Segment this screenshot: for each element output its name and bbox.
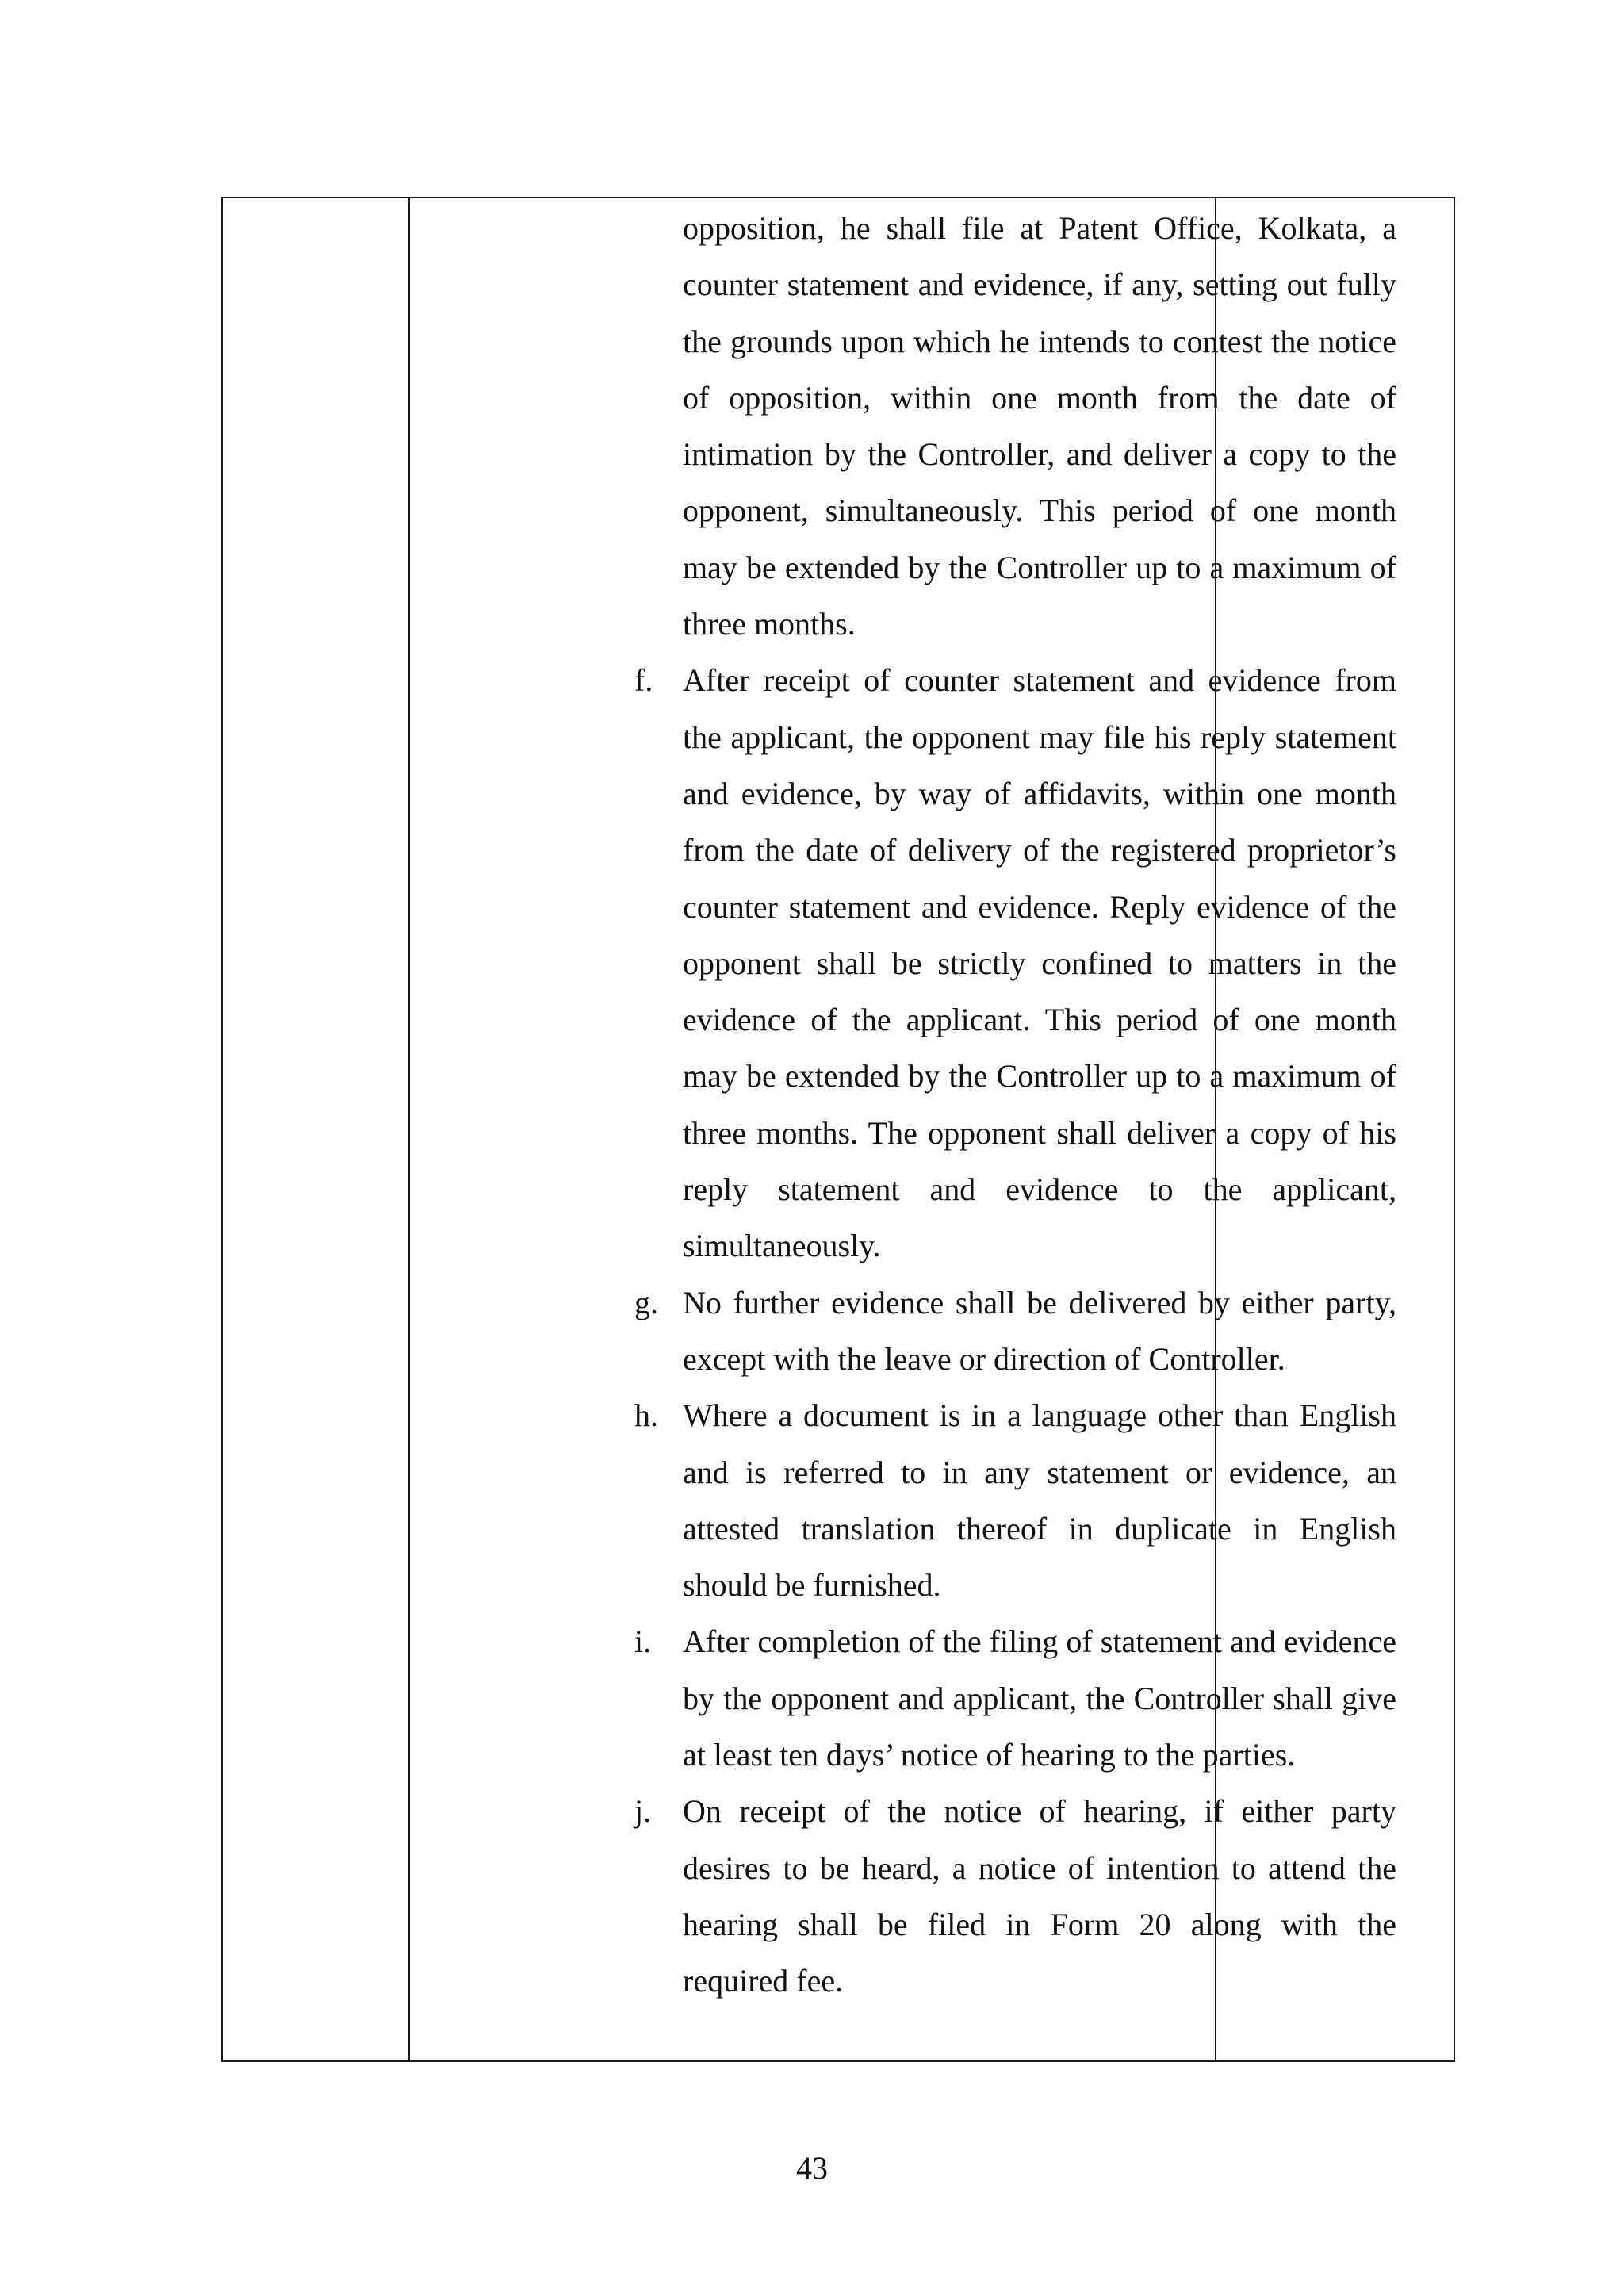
list-item-i (634, 1613, 1396, 1783)
list-marker: f. (634, 662, 653, 699)
page-number: 43 (796, 2150, 828, 2186)
list-item-text: After completion of the filing of statement and evidence by the opponent and applicant, the Controller shall give at least ten days’ notice of hearing to the parties. (683, 1623, 1396, 1773)
procedure-table (221, 197, 1455, 2062)
continuation-paragraph (683, 200, 1396, 652)
list-item-g (634, 1274, 1396, 1388)
list-item-f (634, 652, 1396, 1274)
continuation-text: opposition, he shall file at Patent Office, Kolkata, a counter statement and evidence, if any, setting out fully the grounds upon which he intends to contest the notice of opposition, within one month from the date of intimation by the Controller, and deliver a copy to the opponent, simultaneously. This period of one month may be extended by the Controller up to a maximum of three months. (683, 210, 1396, 642)
list-item-h (634, 1387, 1396, 1613)
list-item-text: Where a document is in a language other than English and is referred to in any statement or evidence, an attested translation thereof in duplicate in English should be furnished. (683, 1397, 1396, 1604)
table-middle-cell (421, 200, 1396, 2010)
list-marker: i. (634, 1623, 652, 1660)
list-item-text: No further evidence shall be delivered by either party, except with the leave or direction of Controller. (683, 1284, 1396, 1377)
list-item-text: After receipt of counter statement and evidence from the applicant, the opponent may file his reply statement and evidence, by way of affidavits, within one month from the date of delivery of the registered proprietor’s counter statement and evidence. Reply evidence of the opponent shall be strictly confined to matters in the evidence of the applicant. This period of one month may be extended by the Controller up to a maximum of three months. The opponent shall deliver a copy of his reply statement and evidence to the applicant, simultaneously. (683, 662, 1396, 1264)
list-item-text: On receipt of the notice of hearing, if either party desires to be heard, a notice of intention to attend the hearing shall be filed in Form 20 along with the required fee. (683, 1793, 1396, 1999)
list-item-j (634, 1783, 1396, 2009)
list-marker: h. (634, 1397, 658, 1434)
list-marker: j. (634, 1793, 652, 1830)
table-column-divider-left (408, 198, 410, 2060)
list-marker: g. (634, 1284, 658, 1320)
